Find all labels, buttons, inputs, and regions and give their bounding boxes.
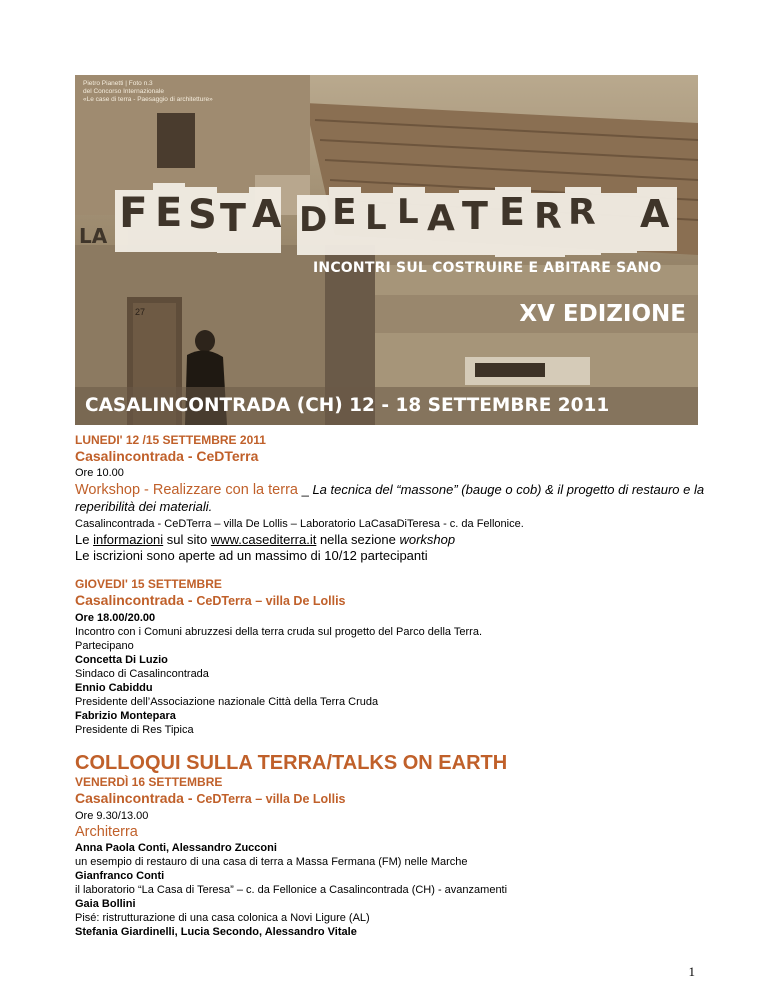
title-letter: A — [640, 192, 670, 236]
poster-title — [75, 188, 698, 258]
title-letter: LA — [79, 224, 108, 248]
info-text: nella sezione — [316, 532, 400, 547]
section3-place — [75, 790, 715, 808]
person-role: Sindaco di Casalincontrada — [75, 668, 209, 680]
credit-line: Pietro Pianetti | Foto n.3 — [83, 80, 153, 87]
section1-place: Casalincontrada - CeDTerra — [75, 448, 259, 464]
participants-label: Partecipano — [75, 640, 134, 652]
workshop-sep: _ — [297, 482, 313, 497]
person-name: Ennio Cabiddu — [75, 682, 153, 694]
title-letter: T — [462, 194, 488, 238]
workshop-paragraph — [75, 482, 715, 515]
person-name: Fabrizio Montepara — [75, 710, 176, 722]
talk-speakers: Gaia Bollini — [75, 898, 136, 910]
talks-heading: COLLOQUI SULLA TERRA/TALKS ON EARTH — [75, 752, 508, 774]
title-letter: D — [299, 200, 328, 240]
workshop-desc: La tecnica del “massone” (bauge o cob) & il progetto di restauro e la reperibilità dei materiali. — [75, 482, 705, 514]
title-letter: E — [499, 190, 525, 234]
info-section: workshop — [399, 532, 456, 547]
credit-line: del Concorso Internazionale — [83, 88, 164, 95]
info-line — [75, 532, 715, 548]
title-letter: F — [119, 188, 148, 237]
person-role: Presidente di Res Tipica — [75, 724, 194, 736]
photo-credit — [83, 80, 213, 104]
title-letter: L — [365, 198, 387, 238]
poster-city-dates: CASALINCONTRADA (CH) 12 - 18 SETTEMBRE 2011 — [85, 395, 610, 416]
info-text: Le — [75, 532, 94, 547]
place-main: Casalincontrada - — [75, 592, 197, 608]
section1-time: Ore 10.00 — [75, 467, 124, 479]
title-letter: A — [252, 192, 282, 236]
talk-desc: un esempio di restauro di una casa di terra a Massa Fermana (FM) nelle Marche — [75, 856, 468, 868]
credit-line: «Le case di terra - Paesaggio di architetture» — [83, 96, 213, 103]
poster-edition: XV EDIZIONE — [519, 301, 686, 327]
info-text: sul sito — [163, 532, 211, 547]
place-sub: CeDTerra – villa De Lollis — [196, 594, 346, 608]
talk-speakers: Stefania Giardinelli, Lucia Secondo, Alessandro Vitale — [75, 926, 357, 938]
place-main: Casalincontrada - — [75, 790, 197, 806]
registrations-note: Le iscrizioni sono aperte ad un massimo di 10/12 partecipanti — [75, 548, 428, 563]
door-number: 27 — [135, 307, 146, 317]
section3-subtitle: Architerra — [75, 824, 138, 840]
title-letter: E — [332, 192, 357, 233]
section2-date: GIOVEDI' 15 SETTEMBRE — [75, 577, 222, 591]
title-letter: T — [220, 196, 246, 240]
festival-poster — [75, 75, 698, 425]
talk-desc: il laboratorio “La Casa di Teresa” – c. da Fellonice a Casalincontrada (CH) - avanzamenti — [75, 884, 508, 896]
workshop-title: Workshop - Realizzare con la terra — [75, 482, 298, 498]
section1-date: LUNEDI' 12 /15 SETTEMBRE 2011 — [75, 433, 266, 447]
poster-tagline: INCONTRI SUL COSTRUIRE E ABITARE SANO — [313, 260, 662, 276]
title-letter: E — [155, 190, 183, 236]
title-letter: A — [427, 198, 455, 239]
talk-desc: Pisé: ristrutturazione di una casa colonica a Novi Ligure (AL) — [75, 912, 370, 924]
person-name: Concetta Di Luzio — [75, 654, 168, 666]
talk-speakers: Anna Paola Conti, Alessandro Zucconi — [75, 842, 277, 854]
talk-speakers: Gianfranco Conti — [75, 870, 165, 882]
page-number: 1 — [688, 964, 695, 979]
place-sub: CeDTerra – villa De Lollis — [196, 792, 346, 806]
title-letter: S — [188, 192, 217, 238]
section2-time: Ore 18.00/20.00 — [75, 612, 156, 624]
info-link[interactable]: informazioni — [93, 532, 164, 547]
workshop-location: Casalincontrada - CeDTerra – villa De Lollis – Laboratorio LaCasaDiTeresa - c. da Fellonice. — [75, 518, 524, 530]
section3-time: Ore 9.30/13.00 — [75, 810, 149, 822]
title-letter: R — [568, 192, 596, 233]
section2-desc: Incontro con i Comuni abruzzesi della terra cruda sul progetto del Parco della Terra. — [75, 626, 483, 638]
person-role: Presidente dell’Associazione nazionale Città della Terra Cruda — [75, 696, 379, 708]
section3-date: VENERDÌ 16 SETTEMBRE — [75, 775, 223, 789]
title-letter: L — [397, 192, 419, 232]
site-link[interactable]: www.casediterra.it — [210, 532, 317, 547]
section2-place — [75, 592, 715, 610]
title-letter: R — [534, 196, 562, 237]
program-document — [75, 433, 715, 939]
